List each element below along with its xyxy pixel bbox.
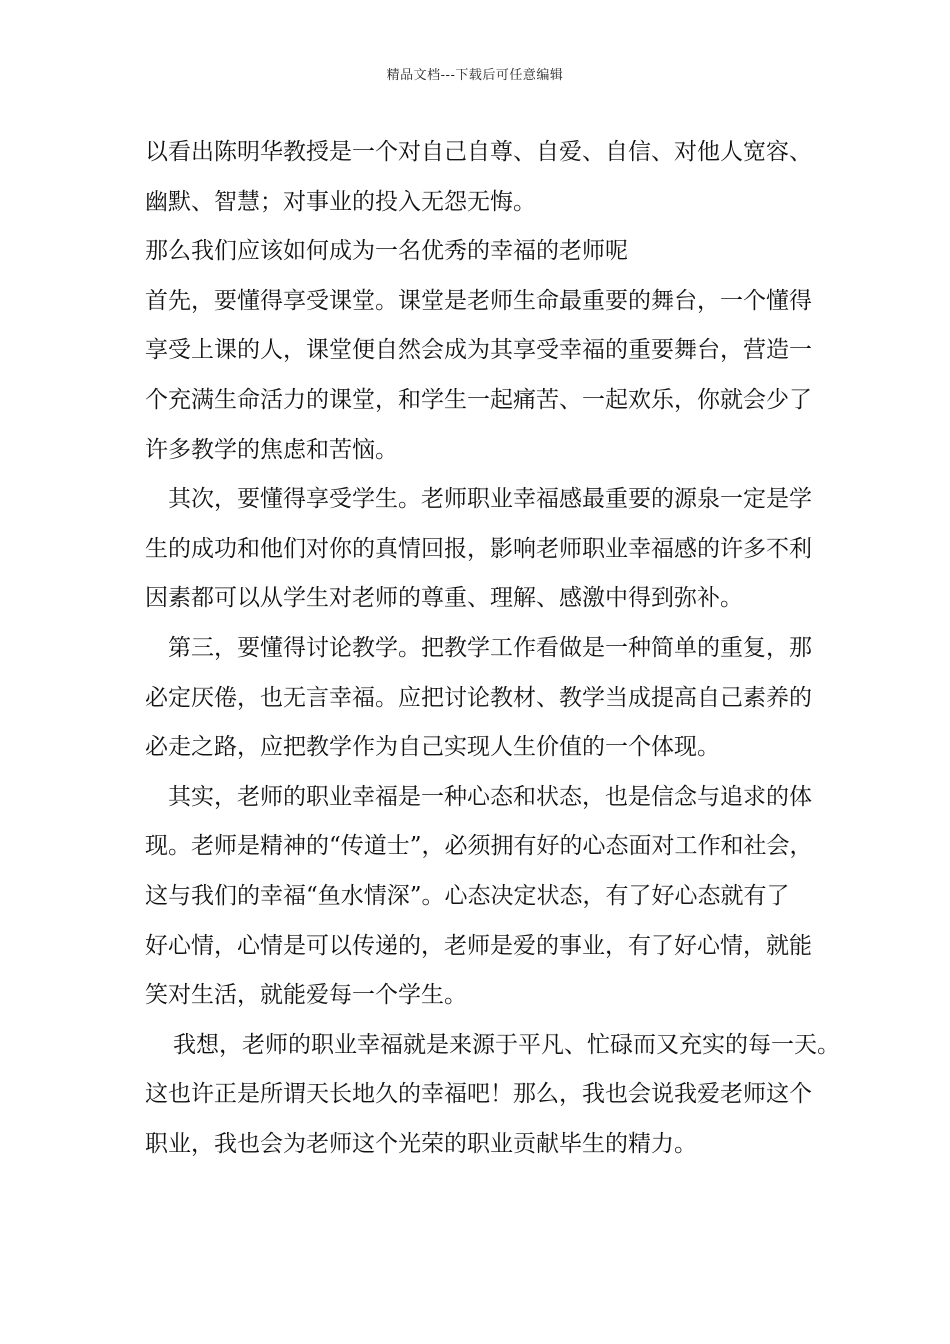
text-line: 现。老师是精神的“传道士”，必须拥有好的心态面对工作和社会， bbox=[145, 833, 813, 860]
text-line: 职业，我也会为老师这个光荣的职业贡献毕生的精力。 bbox=[145, 1130, 697, 1157]
text-line: 我想，老师的职业幸福就是来源于平凡、忙碌而又充实的每一天。 bbox=[173, 1031, 840, 1058]
page-header: 精品文档---下载后可任意编辑 bbox=[386, 68, 564, 83]
text-line: 这也许正是所谓天长地久的幸福吧！那么，我也会说我爱老师这个 bbox=[145, 1081, 812, 1108]
text-line: 因素都可以从学生对老师的尊重、理解、感激中得到弥补。 bbox=[145, 585, 743, 612]
text-line: 笑对生活，就能爱每一个学生。 bbox=[145, 982, 467, 1009]
text-line: 必定厌倦，也无言幸福。应把讨论教材、教学当成提高自己素养的 bbox=[145, 684, 812, 711]
text-line: 其次，要懂得享受学生。老师职业幸福感最重要的源泉一定是学 bbox=[168, 486, 812, 513]
text-line: 许多教学的焦虑和苦恼。 bbox=[145, 436, 398, 463]
text-line: 幽默、智慧；对事业的投入无怨无悔。 bbox=[145, 188, 536, 215]
text-line: 首先，要懂得享受课堂。课堂是老师生命最重要的舞台，一个懂得 bbox=[145, 287, 812, 314]
text-line: 好心情，心情是可以传递的，老师是爱的事业，有了好心情，就能 bbox=[145, 932, 812, 959]
text-line: 那么我们应该如何成为一名优秀的幸福的老师呢 bbox=[145, 238, 628, 265]
text-line: 其实，老师的职业幸福是一种心态和状态，也是信念与追求的体 bbox=[168, 783, 812, 810]
text-line: 生的成功和他们对你的真情回报，影响老师职业幸福感的许多不利 bbox=[145, 535, 812, 562]
text-line: 这与我们的幸福“鱼水情深”。心态决定状态，有了好心态就有了 bbox=[145, 882, 790, 909]
text-line: 必走之路，应把教学作为自己实现人生价值的一个体现。 bbox=[145, 734, 720, 761]
text-line: 个充满生命活力的课堂，和学生一起痛苦、一起欢乐，你就会少了 bbox=[145, 386, 812, 413]
text-line: 享受上课的人，课堂便自然会成为其享受幸福的重要舞台，营造一 bbox=[145, 337, 812, 364]
text-line: 以看出陈明华教授是一个对自己自尊、自爱、自信、对他人宽容、 bbox=[145, 139, 812, 165]
document-body bbox=[145, 128, 840, 1169]
text-line: 第三，要懂得讨论教学。把教学工作看做是一种简单的重复，那 bbox=[168, 634, 812, 661]
